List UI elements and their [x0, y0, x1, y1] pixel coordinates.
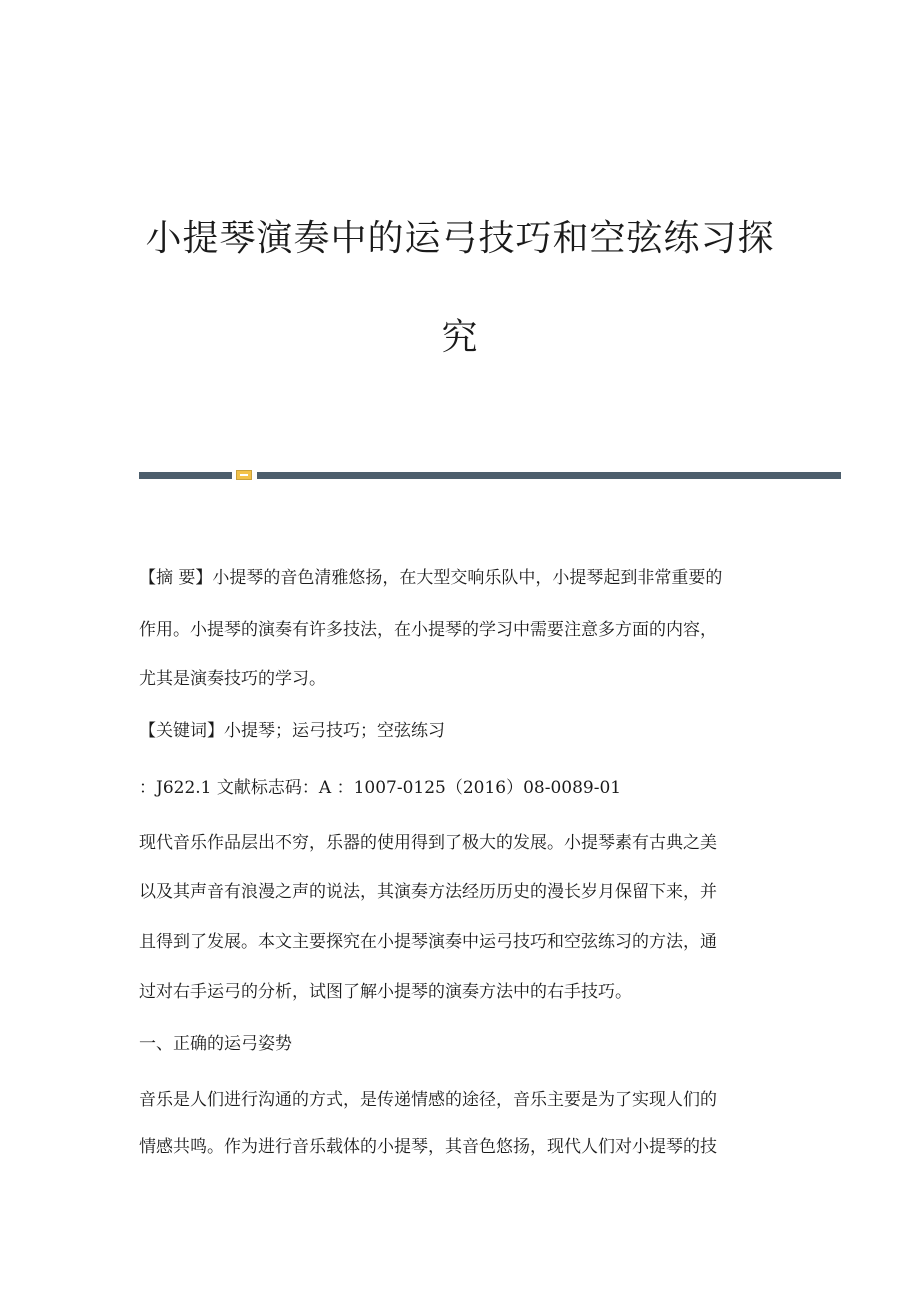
- divider-bar-right: [257, 472, 841, 479]
- abstract-line-3: 尤其是演奏技巧的学习。: [139, 669, 326, 689]
- abstract-line-1: 【摘 要】小提琴的音色清雅悠扬，在大型交响乐队中，小提琴起到非常重要的: [139, 568, 723, 588]
- divider-emblem-icon: [236, 470, 252, 480]
- document-title-line-1: 小提琴演奏中的运弓技巧和空弦练习探: [145, 218, 775, 259]
- classification-info: ：J622.1 文献标志码：A ：1007-0125（2016）08-0089-01: [139, 778, 622, 798]
- intro-line-1: 现代音乐作品层出不穷，乐器的使用得到了极大的发展。小提琴素有古典之美: [139, 833, 717, 853]
- document-title-line-2: 究: [441, 317, 479, 358]
- intro-line-2: 以及其声音有浪漫之声的说法，其演奏方法经历历史的漫长岁月保留下来，并: [139, 882, 717, 902]
- intro-line-3: 且得到了发展。本文主要探究在小提琴演奏中运弓技巧和空弦练习的方法，通: [139, 932, 717, 952]
- section-1-line-2: 情感共鸣。作为进行音乐载体的小提琴，其音色悠扬，现代人们对小提琴的技: [139, 1137, 717, 1157]
- section-1-heading: 一、正确的运弓姿势: [139, 1034, 292, 1054]
- section-1-line-1: 音乐是人们进行沟通的方式，是传递情感的途径，音乐主要是为了实现人们的: [139, 1090, 717, 1110]
- intro-line-4: 过对右手运弓的分析，试图了解小提琴的演奏方法中的右手技巧。: [139, 982, 632, 1002]
- keywords: 【关键词】小提琴；运弓技巧；空弦练习: [139, 721, 445, 741]
- divider-bar-left: [139, 472, 232, 479]
- abstract-line-2: 作用。小提琴的演奏有许多技法，在小提琴的学习中需要注意多方面的内容，: [139, 620, 717, 640]
- title-divider: [139, 470, 841, 480]
